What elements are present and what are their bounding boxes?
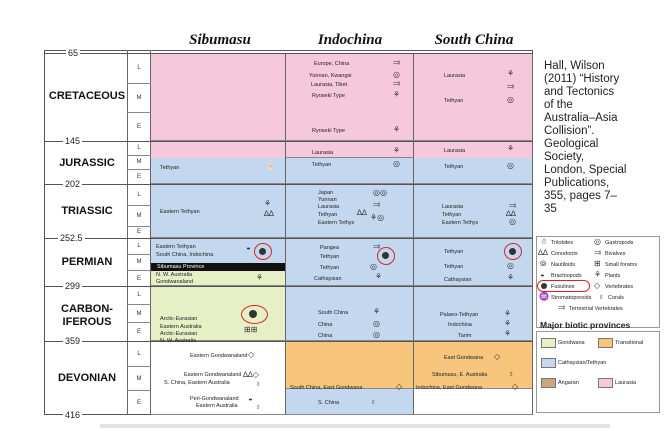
indochina-permian xyxy=(286,238,414,286)
gastropod-icon: ◎ xyxy=(507,161,514,170)
coral-icon: ♁ xyxy=(255,402,261,411)
southchina-jurassic-lower xyxy=(414,158,533,184)
gastropod-icon: ◎ xyxy=(373,319,380,328)
boundary-299 xyxy=(44,286,533,287)
legend-label: Nautiloids xyxy=(551,262,576,268)
cell-text: South China, East Gondwana xyxy=(290,385,363,391)
legend-label: Trilobites xyxy=(551,240,574,246)
cell-text: Japan xyxy=(318,190,333,196)
age-label: 299 xyxy=(65,281,81,291)
caption-strip xyxy=(100,424,610,428)
header-indochina: Indochina xyxy=(317,32,383,48)
cell-text: Eastern Tethyan xyxy=(160,209,200,215)
gastropod-icon: ◎ xyxy=(373,330,380,339)
small-foram-icon: ⊞ xyxy=(594,259,601,268)
cell-text: Eastern Tethys xyxy=(442,220,479,226)
coral-icon: ♁ xyxy=(508,369,514,378)
gastropod-icon: ◎ xyxy=(393,159,400,168)
header-south-china: South China xyxy=(434,32,514,48)
indochina-devonian xyxy=(286,341,414,389)
brachiopod-icon: ◒ xyxy=(248,394,253,403)
bivalve-icon: ⫥ xyxy=(373,242,380,251)
small-foram-icon: ⊞⊞ xyxy=(244,325,258,334)
brachiopod-icon: ◒ xyxy=(540,270,545,279)
cell-text: Indochina xyxy=(448,322,472,328)
stromatoporoid-icon: ♒ xyxy=(539,292,549,301)
sub-l: L xyxy=(137,292,141,298)
coral-icon: ♁ xyxy=(598,292,604,301)
cell-text: China xyxy=(318,322,333,328)
gastropod-icon: ◎◎ xyxy=(373,188,387,197)
swatch-cathaysian xyxy=(541,358,556,368)
cell-text: Tethyan xyxy=(442,212,462,218)
plant-icon: ⚘ xyxy=(594,270,602,279)
cell-text: South China, Indochina xyxy=(156,252,214,258)
sub-m: M xyxy=(136,376,142,382)
plant-icon: ⚘ xyxy=(264,199,272,208)
sub-m: M xyxy=(136,259,142,265)
boundary-359 xyxy=(44,341,533,342)
swatch-gondwana xyxy=(541,338,556,348)
sub-l: L xyxy=(137,145,141,151)
plant-icon: ⚘ xyxy=(393,146,401,155)
sub-l: L xyxy=(137,192,141,198)
cell-text: Eastern Tethyan xyxy=(156,244,196,250)
cell-text: Pangea xyxy=(320,245,339,251)
boundary-65 xyxy=(44,53,533,54)
vertebrate-icon: ◇ xyxy=(594,281,601,290)
cell-text: South China xyxy=(318,310,349,316)
cell-text: Tethyan xyxy=(444,164,464,170)
sub-m: M xyxy=(136,311,142,317)
indochina-devonian-lower xyxy=(286,389,414,415)
coral-icon: ♁ xyxy=(370,397,376,406)
southchina-devonian-lower xyxy=(414,389,533,415)
sub-e: E xyxy=(136,174,141,180)
trilobite-icon: ☃ xyxy=(540,237,548,246)
boundary-252 xyxy=(44,238,533,239)
age-label: 65 xyxy=(68,48,79,58)
legend-label: Gastropods xyxy=(605,240,634,246)
cell-text: Yunnan xyxy=(318,197,337,203)
legend-label: Stromatoporoids xyxy=(551,295,592,301)
cell-text: Ryoseki Type xyxy=(312,93,345,99)
cell-text: Gondwanaland xyxy=(156,279,194,285)
cell-text: Tethyan xyxy=(444,264,464,270)
cell-text: Tethyan xyxy=(320,265,340,271)
period-cretaceous: CRETACEOUS xyxy=(48,90,126,102)
cell-text: Cathaysian xyxy=(444,277,472,283)
cell-text: Tethyan xyxy=(318,212,338,218)
gastropod-icon: ◎ xyxy=(594,237,601,246)
cell-text: Laurasia xyxy=(444,73,466,79)
brachiopod-icon: ◒ xyxy=(246,243,251,252)
cell-text: Eastern Gondwanaland xyxy=(184,372,242,378)
gastropod-icon: ◎ xyxy=(509,217,516,226)
vertebrate-icon: ◇ xyxy=(512,382,519,391)
cell-text: S. China, Eastern Australia xyxy=(164,380,230,386)
plant-icon: ⚘ xyxy=(256,273,264,282)
cell-text: Tethyan xyxy=(160,165,180,171)
cell-text: Tethyan xyxy=(444,98,464,104)
gastropod-icon: ◎ xyxy=(507,261,514,270)
cell-text: Tethyan xyxy=(444,249,464,255)
bivalve-icon: ⫥ xyxy=(594,248,601,257)
vertebrate-icon: ◇ xyxy=(396,382,403,391)
cell-text: Indochina, East Gondwana xyxy=(416,385,483,391)
indochina-triassic xyxy=(286,184,414,238)
cell-text: Arctic-Eurasian xyxy=(160,331,198,337)
legend-label: Gondwana xyxy=(558,340,585,346)
coral-icon: ♁ xyxy=(255,379,261,388)
conodont-icon: ∆∆◇ xyxy=(243,370,259,379)
southchina-cretaceous xyxy=(414,53,533,141)
legend-label: Cathaysian/Tethyan xyxy=(558,360,607,366)
cell-text: East Gondwana xyxy=(444,355,484,361)
legend-label: Terrestrial Vertebrates xyxy=(569,306,623,312)
terrestrial-vertebrate-icon: ⫥ xyxy=(558,303,565,312)
conodont-icon: ∆∆ xyxy=(506,209,516,218)
cell-text: Cathaysian xyxy=(314,276,342,282)
bivalve-icon: ⫥ xyxy=(393,58,400,67)
period-carboniferous: CARBON- IFEROUS xyxy=(61,303,113,328)
cell-text: Laurasia, Tibet xyxy=(311,82,348,88)
sub-m: M xyxy=(136,159,142,165)
plant-icon: ⚘◎ xyxy=(370,213,385,222)
legend-label: Corals xyxy=(608,295,624,301)
period-permian: PERMIAN xyxy=(61,256,113,268)
boundary-145 xyxy=(44,141,533,142)
sub-e: E xyxy=(136,329,141,335)
sub-m: M xyxy=(136,213,142,219)
plant-icon: ⚘ xyxy=(507,144,515,153)
cell-text: Tarim xyxy=(458,333,472,339)
cell-text: Laurasia xyxy=(312,150,334,156)
legend-label: Small forams xyxy=(605,262,638,268)
sub-l: L xyxy=(137,65,141,71)
cell-text: S. China xyxy=(318,400,340,406)
plant-icon: ⚘ xyxy=(507,69,515,78)
cell-text: Laurasia xyxy=(442,204,464,210)
age-label: 359 xyxy=(65,336,81,346)
swatch-laurasia xyxy=(598,378,613,388)
sub-e: E xyxy=(136,124,141,130)
sub-e: E xyxy=(136,229,141,235)
fusuline-icon xyxy=(382,252,389,259)
age-label: 145 xyxy=(65,136,81,146)
legend-label: Plants xyxy=(605,273,621,279)
legend-label: Conodonts xyxy=(551,251,578,257)
conodont-icon: ∆∆ xyxy=(264,209,274,218)
bivalve-icon: ⫥ xyxy=(393,79,400,88)
period-jurassic: JURASSIC xyxy=(59,157,115,169)
cell-text: Arctic-Eurasian xyxy=(160,316,198,322)
boundary-202 xyxy=(44,184,533,185)
conodont-icon: ∆∆ xyxy=(538,248,548,257)
period-devonian: DEVONIAN xyxy=(57,372,117,384)
plant-icon: ⚘ xyxy=(375,272,383,281)
legend-label: Vertebrates xyxy=(605,284,634,290)
sub-l: L xyxy=(137,351,141,357)
cell-text: Eastern Australia xyxy=(160,324,202,330)
swatch-angaran xyxy=(541,378,556,388)
cell-text: Laurasia xyxy=(318,204,340,210)
vertebrate-icon: ◇ xyxy=(248,350,255,359)
sub-e: E xyxy=(136,400,141,406)
citation: Hall, Wilson (2011) “History and Tectonics of the Australia–Asia Collision”. Geological Society, London, Special Publications, 355, pages 7– 35 xyxy=(544,60,627,215)
gastropod-icon: ◎ xyxy=(507,95,514,104)
plant-icon: ⚘ xyxy=(393,125,401,134)
conodont-icon: ∆∆ xyxy=(357,208,367,217)
cell-text: Peri-Gondwanaland xyxy=(190,396,239,402)
plant-icon: ⚘ xyxy=(504,319,512,328)
cell-text: Sibumasu Province xyxy=(157,264,205,270)
cell-text: Tethyan xyxy=(320,254,340,260)
header-sibumasu: Sibumasu xyxy=(189,32,251,48)
age-label: 252.5 xyxy=(60,233,83,243)
gastropod-icon: ◎ xyxy=(370,262,377,271)
sub-e: E xyxy=(136,276,141,282)
period-triassic: TRIASSIC xyxy=(61,205,113,217)
plant-icon: ⚘ xyxy=(373,307,381,316)
indochina-carboniferous xyxy=(286,286,414,341)
gastropod-icon: 🐚 xyxy=(265,162,275,171)
provinces-title: Major biotic provinces xyxy=(540,320,631,330)
vertebrate-icon: ◇ xyxy=(494,352,501,361)
nautiloid-icon: ⦾ xyxy=(540,259,547,268)
bivalve-icon: ⫥ xyxy=(507,82,514,91)
cell-text: N. W. Australia xyxy=(156,272,193,278)
gastropod-icon: ◎ xyxy=(393,70,400,79)
cell-text: Ryoseki Type xyxy=(312,128,345,134)
cell-text: N. W. Australia xyxy=(160,338,197,344)
legend-label: Brachiopods xyxy=(551,273,582,279)
fusuline-icon xyxy=(509,248,516,255)
plant-icon: ⚘ xyxy=(504,329,512,338)
cell-text: Yunnan, Kwangsi xyxy=(309,73,352,79)
legend-label: Bivalves xyxy=(605,251,626,257)
bivalve-icon: ⫥ xyxy=(373,200,380,209)
cell-text: Sibumasu, E. Australia xyxy=(432,372,488,378)
fusuline-icon xyxy=(249,310,257,318)
cell-text: Europe, China xyxy=(314,61,350,67)
plant-icon: ⚘ xyxy=(504,309,512,318)
sub-l: L xyxy=(137,243,141,249)
swatch-transitional xyxy=(598,338,613,348)
fusuline-icon xyxy=(541,283,547,289)
cell-text: Palaeo-Tethyan xyxy=(440,312,479,318)
fusuline-icon xyxy=(259,248,266,255)
plant-icon: ⚘ xyxy=(507,273,515,282)
cell-text: Laurasia xyxy=(444,148,466,154)
legend-label: Laurasia xyxy=(615,380,637,386)
cell-text: Eastern Gondwanaland xyxy=(190,353,248,359)
cell-text: Eastern Australia xyxy=(196,403,238,409)
legend-label: Transitional xyxy=(615,340,644,346)
cell-text: Eastern Tethys xyxy=(318,220,355,226)
divider xyxy=(127,50,128,415)
sub-m: M xyxy=(136,95,142,101)
legend-label: Fusulines xyxy=(551,284,575,290)
cell-text: Tethyan xyxy=(312,162,332,168)
legend-label: Angaran xyxy=(558,380,579,386)
age-label: 202 xyxy=(65,179,81,189)
plant-icon: ⚘ xyxy=(393,90,401,99)
age-label: 416 xyxy=(65,410,81,420)
cell-text: China xyxy=(318,333,333,339)
sibumasu-cretaceous xyxy=(151,53,286,141)
bivalve-icon: ⫥ xyxy=(509,201,516,210)
